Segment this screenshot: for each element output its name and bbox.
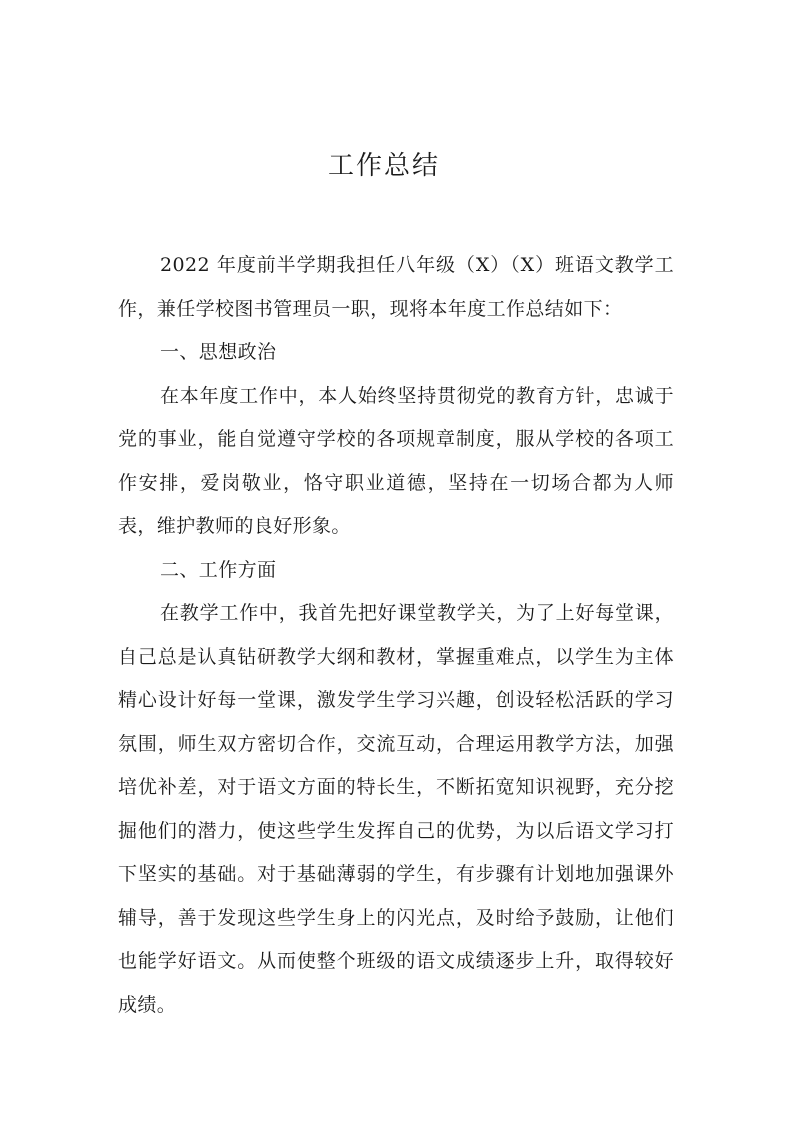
document-body bbox=[118, 244, 674, 1027]
page-title: 工作总结 bbox=[327, 151, 440, 181]
intro-paragraph: 2022 年度前半学期我担任八年级（X）（X）班语文教学工作，兼任学校图书管理员一职，现将本年度工作总结如下： bbox=[118, 254, 674, 320]
section-heading-politics: 一、思想政治 bbox=[160, 341, 277, 363]
section-paragraph-work: 在教学工作中，我首先把好课堂教学关，为了上好每堂课，自己总是认真钻研教学大纲和教材，掌握重难点，以学生为主体精心设计好每一堂课，激发学生学习兴趣，创设轻松活跃的学习氛围，师生双方密切合作，交流互动，合理运用教学方法，加强培优补差，对于语文方面的特长生，不断拓宽知识视野，充分挖掘他们的潜力，使这些学生发挥自己的优势，为以后语文学习打下坚实的基础。对于基础薄弱的学生，有步骤有计划地加强课外辅导，善于发现这些学生身上的闪光点，及时给予鼓励，让他们也能学好语文。从而使整个班级的语文成绩逐步上升，取得较好成绩。 bbox=[118, 602, 674, 1016]
section-heading-work: 二、工作方面 bbox=[160, 558, 277, 581]
section-paragraph-politics: 在本年度工作中，本人始终坚持贯彻党的教育方针，忠诚于党的事业，能自觉遵守学校的各项规章制度，服从学校的各项工作安排，爱岗敬业，恪守职业道德，坚持在一切场合都为人师表，维护教师的良好形象。 bbox=[118, 384, 674, 537]
